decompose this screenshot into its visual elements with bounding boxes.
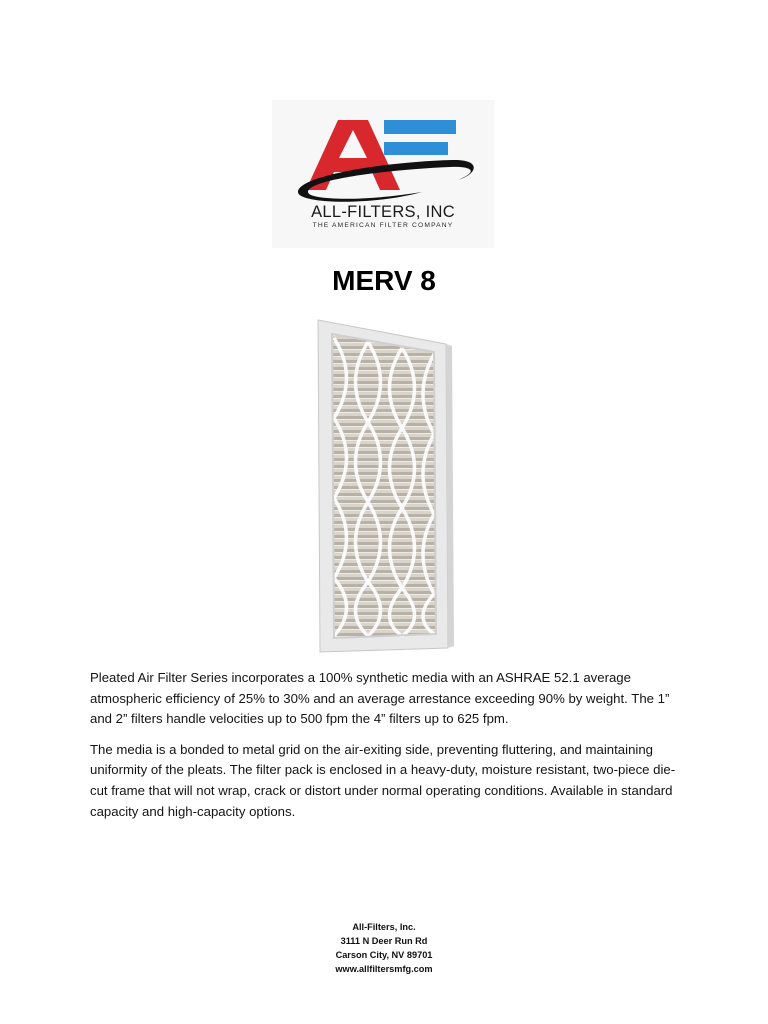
footer-street-address: 3111 N Deer Run Rd [340, 936, 428, 946]
air-filter-icon [314, 318, 454, 654]
company-address-footer [0, 920, 768, 976]
logo-blue-bar-top [384, 120, 456, 134]
company-tagline: THE AMERICAN FILTER COMPANY [312, 222, 454, 229]
logo-blue-bar-middle [384, 142, 448, 155]
product-description [90, 668, 690, 832]
footer-website: www.allfiltersmfg.com [335, 964, 433, 974]
page-title: MERV 8 [332, 265, 436, 296]
footer-company-name: All-Filters, Inc. [352, 922, 416, 932]
footer-city-state-zip: Carson City, NV 89701 [335, 950, 433, 960]
company-name: ALL-FILTERS, INC [311, 203, 455, 221]
description-paragraph: Pleated Air Filter Series incorporates a 100% synthetic media with an ASHRAE 52.1 average atmospheric efficiency of 25% to 30% and an average arrestance exceeding 90% by weight. The 1” and 2” filters handle velocities up to 500 fpm the 4” filters up to 625 fpm. [90, 670, 670, 727]
pleated-air-filter-image [314, 318, 454, 654]
description-paragraph: The media is a bonded to metal grid on the air-exiting side, preventing fluttering, and maintaining uniformity of the pleats. The filter pack is enclosed in a heavy-duty, moisture resistant, two-piece die-cut frame that will not wrap, crack or distort under normal operating conditions. Available in standard capacity and high-capacity options. [90, 741, 676, 819]
